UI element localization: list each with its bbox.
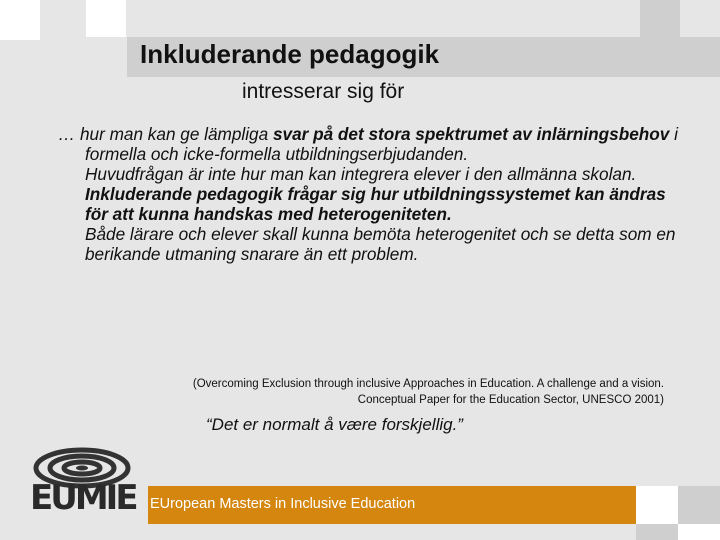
quote: “Det er normalt å være forskjellig.” (206, 415, 463, 434)
body-text (58, 124, 688, 264)
citation (60, 376, 664, 408)
corner-square-top-mid (86, 0, 126, 37)
paragraph-3: Både lärare och elever skall kunna bemöta heterogenitet och se detta som en berikande utmaning snarare än ett problem. (85, 224, 676, 264)
footer-text: EUropean Masters in Inclusive Education (150, 496, 416, 512)
p1-tail: i formella och icke-formella utbildningserbjudanden. (85, 124, 678, 164)
corner-square-top-left (0, 0, 40, 40)
corner-square-bottom-right-3 (636, 524, 678, 540)
paragraph-2 (58, 164, 688, 224)
page-title: Inkluderande pedagogik (140, 39, 440, 69)
page-subtitle: intresserar sig för (242, 80, 405, 103)
p2-bold: Inkluderande pedagogik frågar sig hur utbildningssystemet kan ändras för att kunna handskas med heterogeniteten. (85, 184, 666, 224)
corner-square-top-right (640, 0, 680, 37)
logo-text: EUMIE (30, 478, 136, 518)
corner-square-bottom-right-4 (678, 524, 720, 540)
citation-line-2: Conceptual Paper for the Education Sector, UNESCO 2001) (357, 394, 664, 406)
corner-square-bottom-right-2 (678, 486, 720, 524)
p1-lead: … hur man kan ge lämpliga (58, 124, 273, 144)
p1-bold: svar på det stora spektrumet av inlärningsbehov (272, 124, 670, 144)
corner-square-bottom-right-1 (636, 486, 678, 524)
paragraph-1 (58, 124, 688, 164)
p2-lead: Huvudfrågan är inte hur man kan integrera elever i den allmänna skolan. (85, 164, 637, 184)
citation-line-1: (Overcoming Exclusion through inclusive Approaches in Education. A challenge and a vision. (192, 378, 664, 390)
